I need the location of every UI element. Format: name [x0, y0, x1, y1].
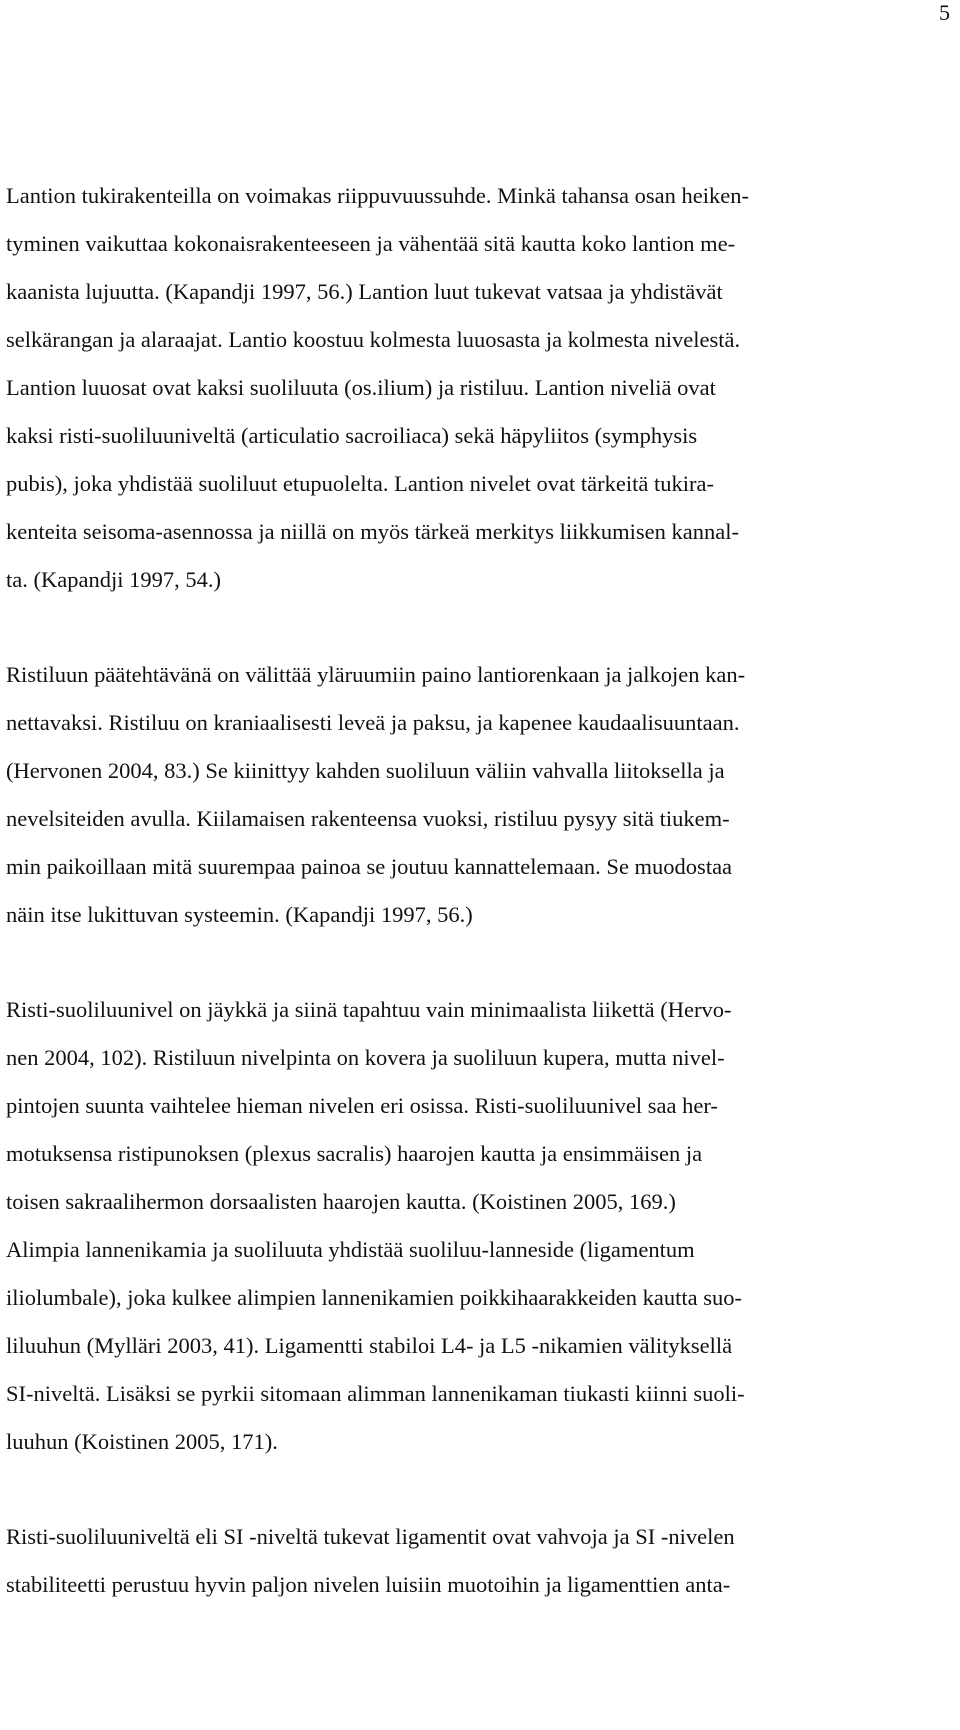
text-line: kaksi risti-suoliluuniveltä (articulatio sacroiliaca) sekä häpyliitos (symphysis	[6, 423, 698, 448]
text-line: näin itse lukittuvan systeemin. (Kapandji 1997, 56.)	[6, 902, 473, 927]
text-line: iliolumbale), joka kulkee alimpien lannenikamien poikkihaarakkeiden kautta suo-	[6, 1285, 743, 1310]
paragraph-gap	[6, 951, 946, 998]
paragraph-si-ligaments	[6, 1525, 946, 1621]
text-line: (Hervonen 2004, 83.) Se kiinittyy kahden suoliluun väliin vahvalla liitoksella ja	[6, 758, 725, 783]
paragraph-gap	[6, 616, 946, 663]
text-line: luuhun (Koistinen 2005, 171).	[6, 1429, 278, 1454]
paragraph-gap	[6, 1478, 946, 1525]
text-line: ta. (Kapandji 1997, 54.)	[6, 567, 221, 592]
text-line: Lantion luuosat ovat kaksi suoliluuta (os.ilium) ja ristiluu. Lantion niveliä ovat	[6, 375, 716, 400]
text-line: Ristiluun päätehtävänä on välittää yläruumiin paino lantiorenkaan ja jalkojen kan-	[6, 662, 746, 687]
paragraph-sacroiliac-joint	[6, 998, 946, 1478]
text-line: nettavaksi. Ristiluu on kraniaalisesti leveä ja paksu, ja kapenee kaudaalisuuntaan.	[6, 710, 740, 735]
text-line: kenteita seisoma-asennossa ja niillä on myös tärkeä merkitys liikkumisen kannal-	[6, 519, 739, 544]
text-line: min paikoillaan mitä suurempaa painoa se joutuu kannattelemaan. Se muodostaa	[6, 854, 733, 879]
page-number: 5	[939, 0, 950, 25]
paragraph-sacrum	[6, 663, 946, 951]
text-line: nen 2004, 102). Ristiluun nivelpinta on kovera ja suoliluun kupera, mutta nivel-	[6, 1045, 725, 1070]
text-line: selkärangan ja alaraajat. Lantio koostuu kolmesta luuosasta ja kolmesta nivelestä.	[6, 327, 741, 352]
text-line: Risti-suoliluunivel on jäykkä ja siinä tapahtuu vain minimaalista liikettä (Hervo-	[6, 997, 732, 1022]
text-line: motuksensa ristipunoksen (plexus sacralis) haarojen kautta ja ensimmäisen ja	[6, 1141, 703, 1166]
text-line: Risti-suoliluuniveltä eli SI -niveltä tukevat ligamentit ovat vahvoja ja SI -nivelen	[6, 1524, 735, 1549]
text-line: pintojen suunta vaihtelee hieman nivelen eri osissa. Risti-suoliluunivel saa her-	[6, 1093, 718, 1118]
text-line: SI-niveltä. Lisäksi se pyrkii sitomaan alimman lannenikaman tiukasti kiinni suoli-	[6, 1381, 745, 1406]
text-line: Lantion tukirakenteilla on voimakas riippuvuussuhde. Minkä tahansa osan heiken-	[6, 183, 749, 208]
paragraph-pelvis-structure	[6, 184, 946, 616]
text-line: nevelsiteiden avulla. Kiilamaisen rakenteensa vuoksi, ristiluu pysyy sitä tiukem-	[6, 806, 730, 831]
body-text	[6, 184, 946, 1621]
text-line: stabiliteetti perustuu hyvin paljon nivelen luisiin muotoihin ja ligamenttien anta-	[6, 1572, 731, 1597]
text-line: liluuhun (Mylläri 2003, 41). Ligamentti stabiloi L4- ja L5 -nikamien välityksellä	[6, 1333, 733, 1358]
text-line: Alimpia lannenikamia ja suoliluuta yhdistää suoliluu-lanneside (ligamentum	[6, 1237, 695, 1262]
text-line: tyminen vaikuttaa kokonaisrakenteeseen ja vähentää sitä kautta koko lantion me-	[6, 231, 736, 256]
text-line: kaanista lujuutta. (Kapandji 1997, 56.) Lantion luut tukevat vatsaa ja yhdistävät	[6, 279, 723, 304]
text-line: toisen sakraalihermon dorsaalisten haarojen kautta. (Koistinen 2005, 169.)	[6, 1189, 676, 1214]
text-line: pubis), joka yhdistää suoliluut etupuolelta. Lantion nivelet ovat tärkeitä tukira-	[6, 471, 714, 496]
